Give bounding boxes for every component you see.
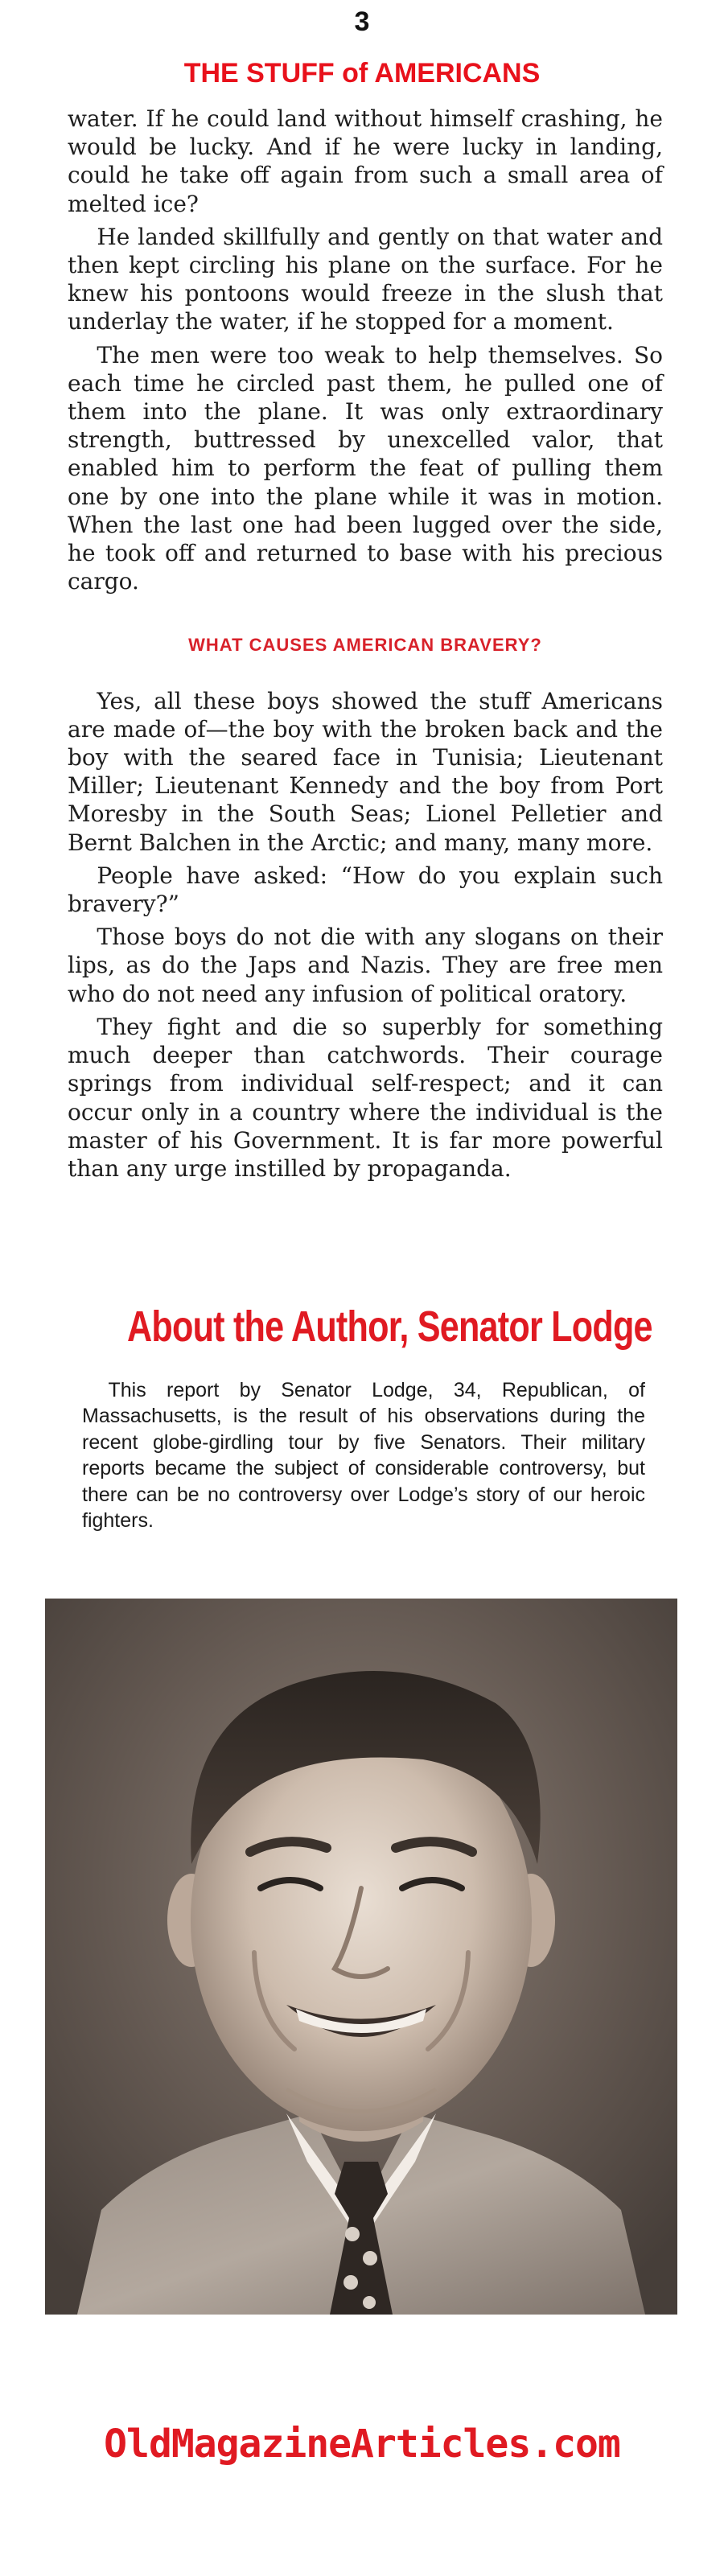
article-paragraph: He landed skillfully and gently on that water and then kept circling his plane on the surface. For he knew his pontoons would freeze in the slush that underlay the water, if he stopped for a moment. <box>68 223 663 335</box>
running-head: THE STUFF of AMERICANS <box>183 58 541 88</box>
article-paragraph: Yes, all these boys showed the stuff Americans are made of—the boy with the broken back and the boy with the seared face in Tunisia; Lieutenant Miller; Lieutenant Kennedy and the boy from Port Moresby in the South Seas; Lionel Pelletier and Bernt Balchen in the Arctic; and many, many more. <box>68 687 663 856</box>
article-body <box>68 105 663 1183</box>
portrait-illustration <box>45 1599 677 2315</box>
author-note <box>82 1377 645 1533</box>
section-subheading: WHAT CAUSES AMERICAN BRAVERY? <box>188 635 542 656</box>
author-heading: About the Author, Senator Lodge <box>127 1302 652 1351</box>
page-number: 3 <box>354 6 370 37</box>
article-paragraph: water. If he could land without himself crashing, he would be lucky. And if he were lucky in landing, could he take off again from such a small area of melted ice? <box>68 105 663 217</box>
article-paragraph: The men were too weak to help themselves. So each time he circled past them, he pulled one of them into the plane. It was only extraordinary strength, buttressed by unexcelled valor, that enabled him to perform the feat of pulling them one by one into the plane while it was in motion. When the last one had been lugged over the side, he took off and returned to base with his precious cargo. <box>68 341 663 595</box>
footer-credit: OldMagazineArticles.com <box>104 2422 620 2467</box>
article-paragraph: They fight and die so superbly for something much deeper than catchwords. Their courage springs from individual self-respect; and it can occur only in a country where the individual is the master of his Government. It is far more powerful than any urge instilled by propaganda. <box>68 1013 663 1182</box>
article-paragraph: Those boys do not die with any slogans on their lips, as do the Japs and Nazis. They are free men who do not need any infusion of political oratory. <box>68 924 663 1007</box>
author-note-text: This report by Senator Lodge, 34, Republican, of Massachusetts, is the result of his observations during the recent globe-girdling tour by five Senators. Their military reports became the subject of considerable controversy, but there can be no controversy over Lodge’s story of our heroic fighters. <box>82 1379 645 1533</box>
article-paragraph: People have asked: “How do you explain such bravery?” <box>68 862 663 918</box>
portrait-photo <box>45 1599 677 2315</box>
